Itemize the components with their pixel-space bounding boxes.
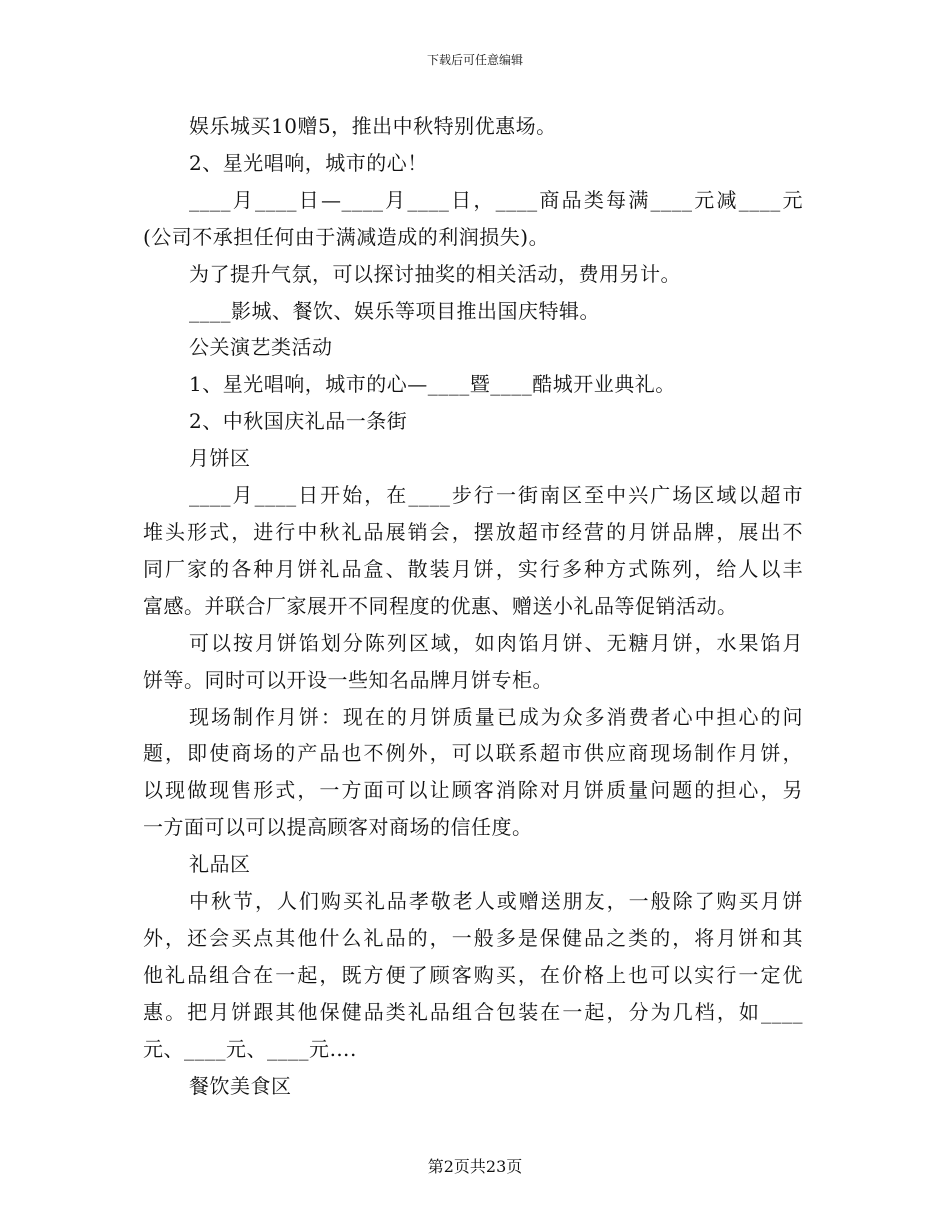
text-line: 题，即使商场的产品也不例外，可以联系超市供应商现场制作月饼， — [143, 741, 803, 766]
text-line: 中秋节，人们购买礼品孝敬老人或赠送朋友，一般除了购买月饼 — [189, 889, 803, 914]
text-line: ____月____日—____月____日，____商品类每满____元减____元 — [189, 187, 803, 212]
text-line: 外，还会买点其他什么礼品的，一般多是保健品之类的，将月饼和其 — [143, 925, 803, 950]
text-line: 惠。把月饼跟其他保健品类礼品组合包装在一起，分为几档，如____ — [143, 999, 803, 1024]
section-heading: 月饼区 — [189, 446, 251, 471]
page-footer: 第2页共23页 — [427, 1157, 523, 1176]
text-line: 以现做现售形式，一方面可以让顾客消除对月饼质量问题的担心，另 — [143, 778, 803, 803]
text-line: 娱乐城买10赠5，推出中秋特别优惠场。 — [189, 114, 557, 138]
text-line: 为了提升气氛，可以探讨抽奖的相关活动，费用另计。 — [189, 261, 681, 286]
document-body — [143, 108, 803, 1104]
text-line: 堆头形式，进行中秋礼品展销会，摆放超市经营的月饼品牌，展出不 — [143, 519, 803, 544]
section-heading: 餐饮美食区 — [189, 1073, 292, 1098]
text-line: 1、星光唱响，城市的心—____暨____酷城开业典礼。 — [189, 372, 676, 397]
text-line: 富感。并联合厂家展开不同程度的优惠、赠送小礼品等促销活动。 — [143, 593, 738, 618]
text-line: 2、星光唱响，城市的心！ — [189, 150, 428, 175]
text-line: 饼等。同时可以开设一些知名品牌月饼专柜。 — [143, 667, 553, 692]
text-line: 现场制作月饼：现在的月饼质量已成为众多消费者心中担心的问 — [189, 704, 803, 729]
text-line: 元、____元、____元…. — [143, 1036, 357, 1061]
section-heading: 礼品区 — [189, 852, 251, 877]
text-line: 同厂家的各种月饼礼品盒、散装月饼，实行多种方式陈列，给人以丰 — [143, 556, 803, 581]
section-heading: 公关演艺类活动 — [189, 335, 333, 360]
text-line: 一方面可以可以提高顾客对商场的信任度。 — [143, 815, 533, 840]
text-line: ____影城、餐饮、娱乐等项目推出国庆特辑。 — [189, 298, 600, 323]
text-line: 可以按月饼馅划分陈列区域，如肉馅月饼、无糖月饼，水果馅月 — [189, 630, 803, 655]
text-line: 2、中秋国庆礼品一条街 — [189, 409, 408, 434]
page-header: 下载后可任意编辑 — [426, 53, 523, 67]
text-line: (公司不承担任何由于满减造成的利润损失)。 — [143, 224, 550, 249]
text-line: ____月____日开始，在____步行一街南区至中兴广场区域以超市 — [189, 483, 803, 508]
text-line: 他礼品组合在一起，既方便了顾客购买，在价格上也可以实行一定优 — [143, 962, 803, 987]
